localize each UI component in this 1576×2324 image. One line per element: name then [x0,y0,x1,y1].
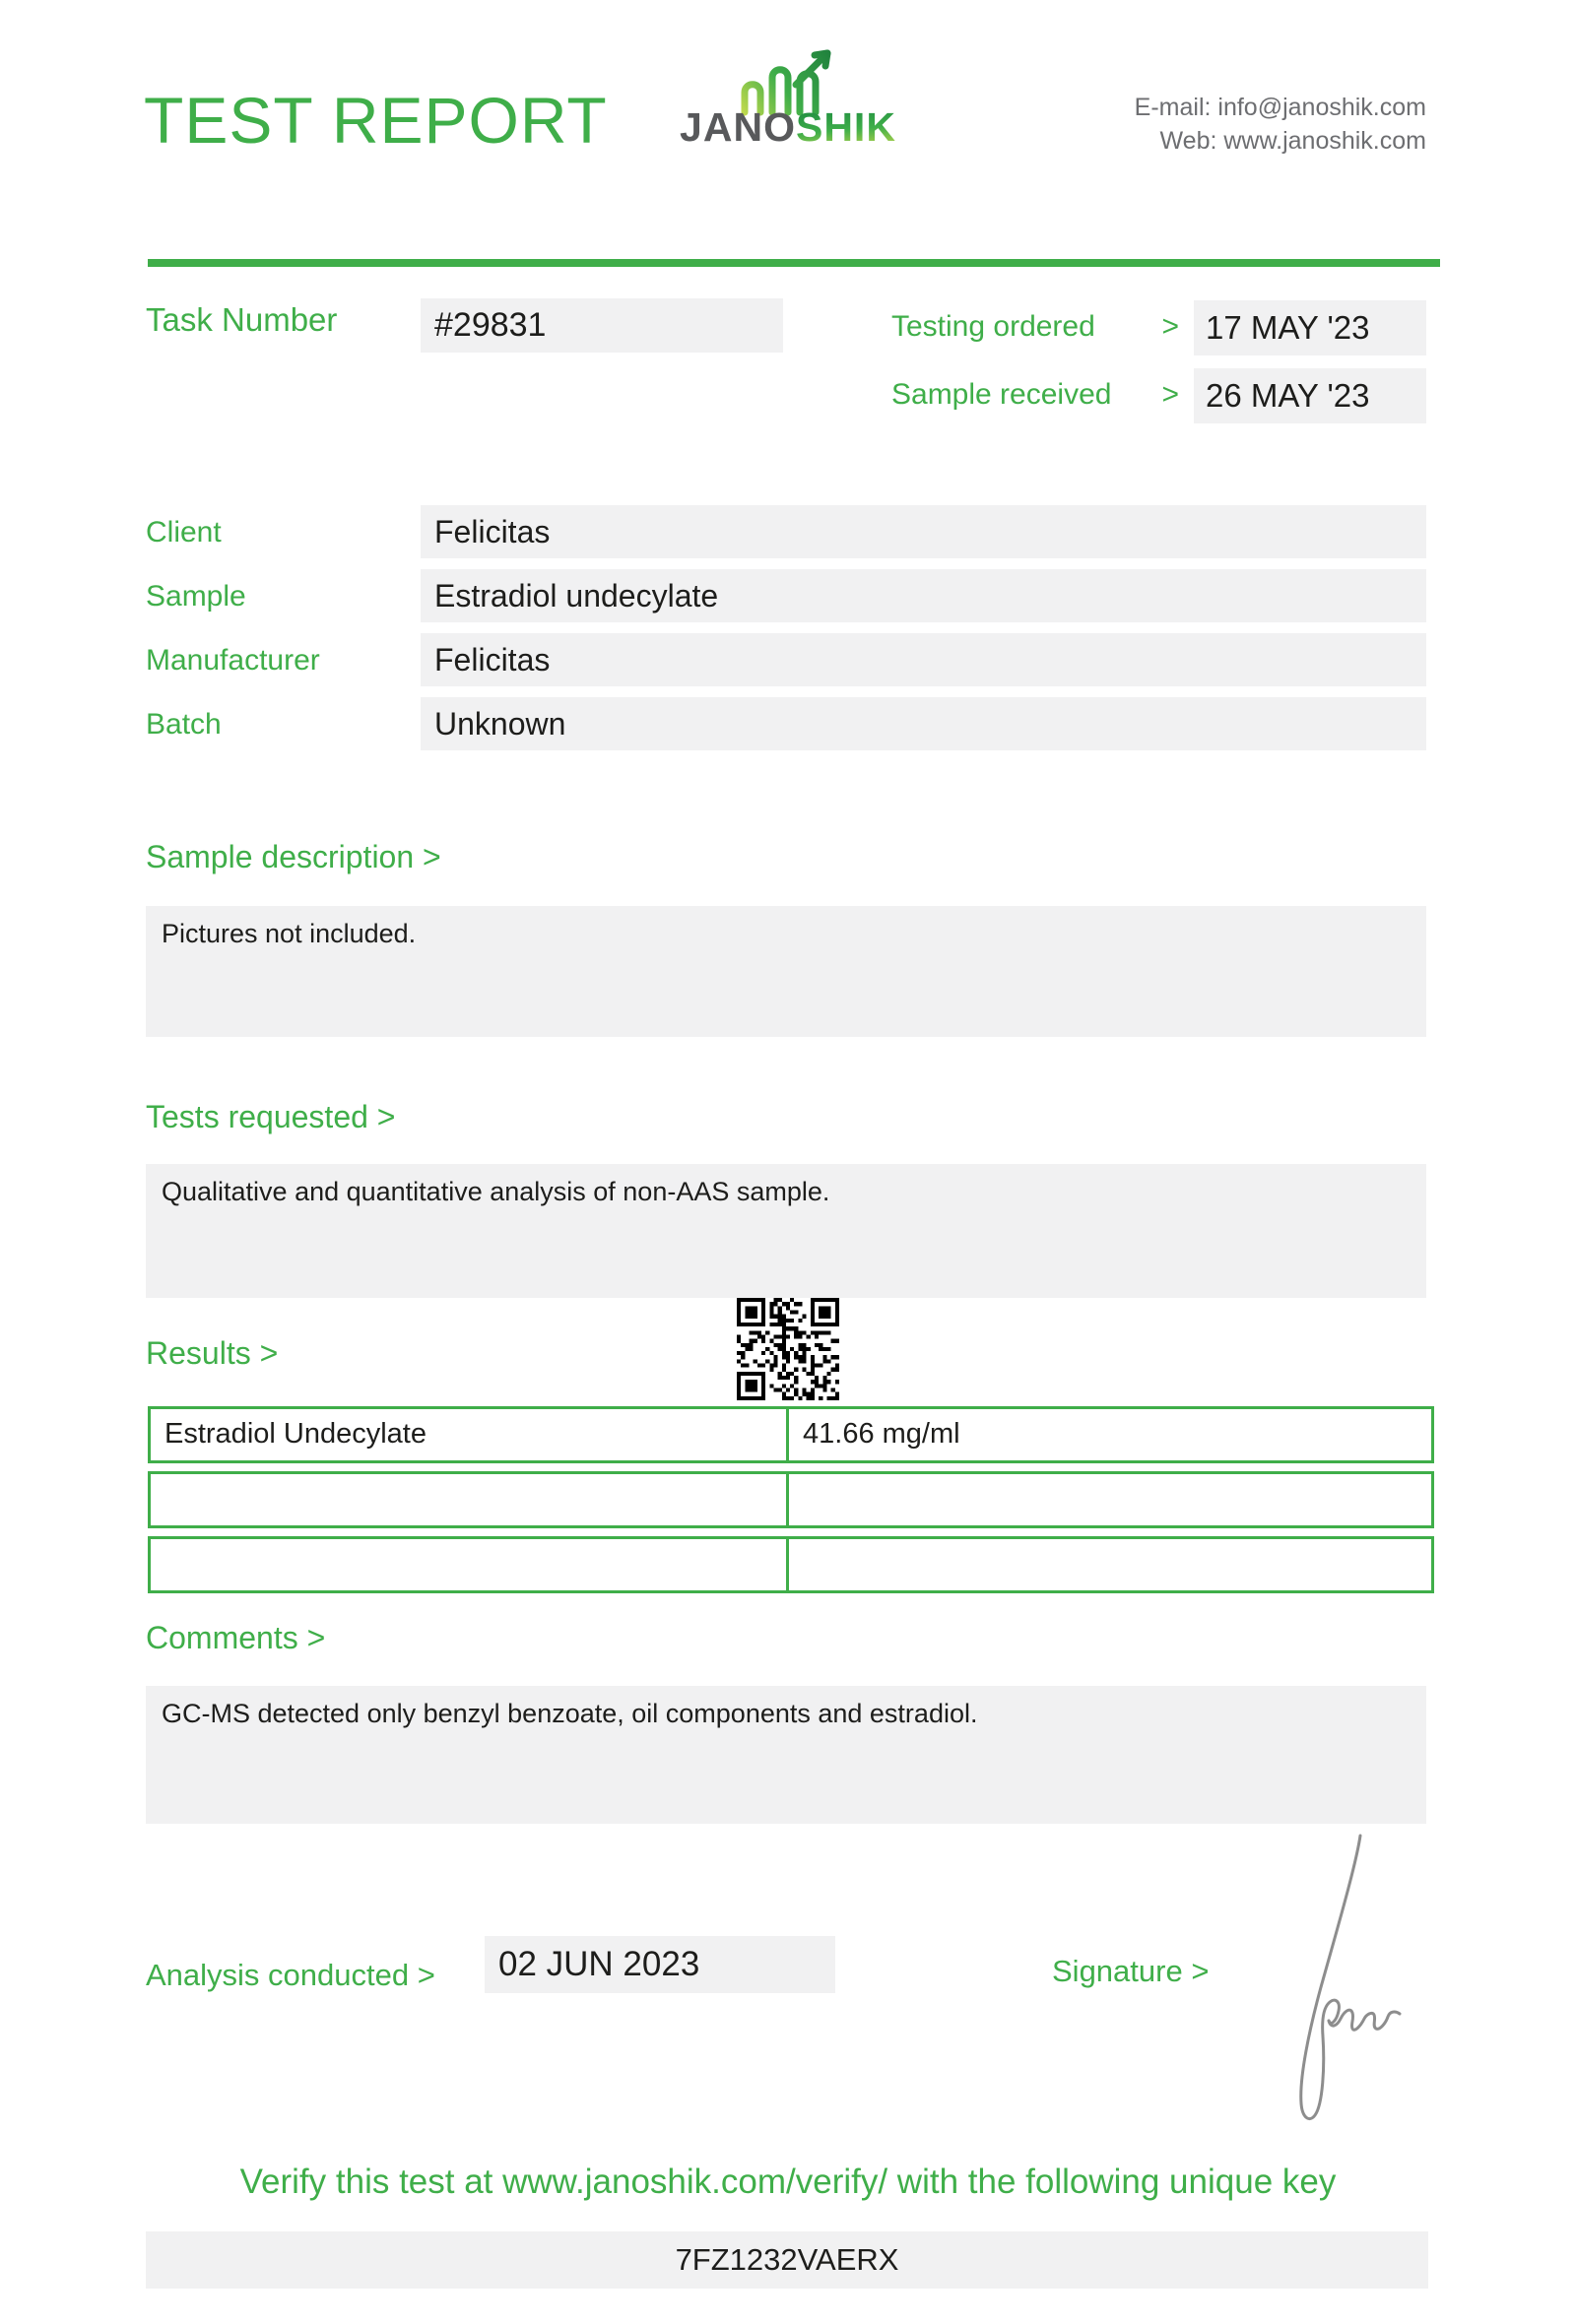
sample-received-date: 26 MAY '23 [1194,368,1426,423]
contact-email: E-mail: info@janoshik.com [1134,94,1426,121]
analysis-date: 02 JUN 2023 [485,1936,835,1993]
logo-wordmark [680,104,896,151]
testing-ordered-label [891,310,1179,344]
signature-scribble [1266,1830,1404,2135]
analysis-conducted-label: Analysis conducted > [146,1958,435,1992]
results-row-1 [148,1406,1434,1463]
sample-description-box [146,906,1426,1037]
sample-received-label [891,378,1179,412]
tests-requested-heading: Tests requested > [146,1099,396,1134]
client-value: Felicitas [421,505,1426,558]
page-title: TEST REPORT [144,84,608,157]
sample-description-heading: Sample description > [146,839,441,874]
task-number-value: #29831 [421,298,783,353]
contact-block [1135,91,1426,158]
result-name: Estradiol Undecylate [151,1409,789,1460]
arrow-glyph: > [1161,378,1179,411]
results-row-2 [148,1471,1434,1528]
tests-requested-box [146,1164,1426,1298]
qr-code [737,1298,839,1400]
sample-value: Estradiol undecylate [421,569,1426,622]
signature-label: Signature > [1052,1954,1210,1988]
testing-ordered-text: Testing ordered [891,310,1095,343]
comments-box [146,1686,1426,1824]
result-value: 41.66 mg/ml [803,1418,960,1450]
verify-instruction: Verify this test at www.janoshik.com/verify/ with the following unique key [239,2163,1337,2201]
header-divider [148,259,1440,267]
sample-label: Sample [146,580,246,613]
comments-text: GC-MS detected only benzyl benzoate, oil components and estradiol. [162,1699,978,1728]
contact-web: Web: www.janoshik.com [1159,127,1426,155]
sample-description-text: Pictures not included. [162,919,417,948]
results-row-3 [148,1536,1434,1593]
result-name [151,1539,789,1590]
batch-value: Unknown [421,697,1426,750]
results-heading: Results > [146,1335,279,1371]
logo-shik: SHIK [795,104,896,150]
testing-ordered-date: 17 MAY '23 [1194,300,1426,355]
manufacturer-value: Felicitas [421,633,1426,686]
task-number-label: Task Number [146,301,338,338]
unique-key: 7FZ1232VAERX [146,2231,1428,2289]
batch-label: Batch [146,708,222,741]
manufacturer-label: Manufacturer [146,644,320,677]
client-label: Client [146,516,222,549]
arrow-glyph: > [1161,310,1179,343]
logo-jano: JANO [680,104,796,150]
comments-heading: Comments > [146,1620,326,1655]
sample-received-text: Sample received [891,378,1112,411]
tests-requested-text: Qualitative and quantitative analysis of non-AAS sample. [162,1177,830,1206]
result-value [789,1474,1431,1525]
result-value [789,1539,1431,1590]
result-name [151,1474,789,1525]
